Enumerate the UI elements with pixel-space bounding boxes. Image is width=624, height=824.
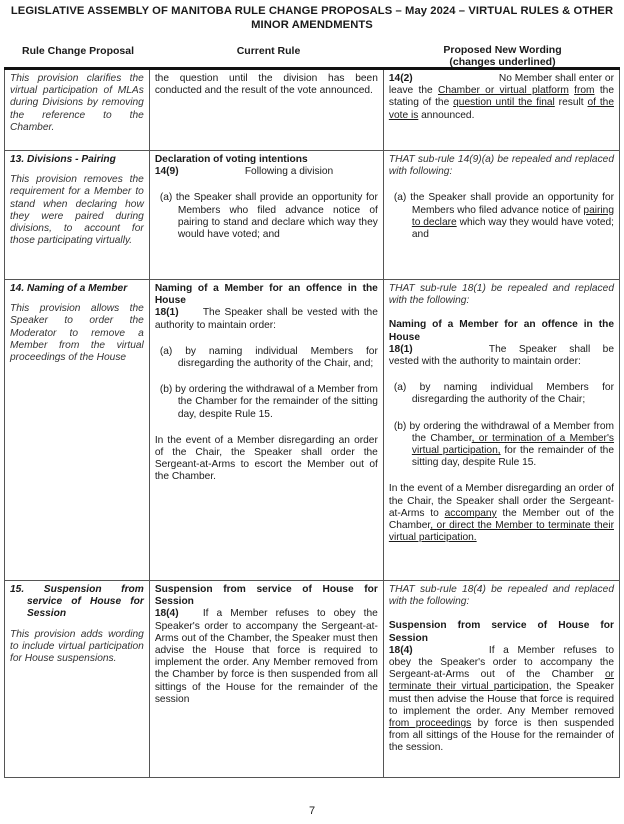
underlined-change: Chamber or virtual platform xyxy=(437,85,569,97)
underlined-change: pairing to declare xyxy=(411,204,614,228)
proposed-wording-cell xyxy=(383,280,619,581)
amendment-intro: THAT sub-rule 14(9)(a) be repealed and replaced with following: xyxy=(388,154,614,178)
proposed-wording-cell xyxy=(383,69,619,151)
text-span: The Speaker shall be vested with the authority to maintain order: xyxy=(154,307,378,331)
proposal-description: This provision removes the requirement for a Member to stand when declaring how they were paired during divisions, to account for those participating virtually. xyxy=(10,174,144,247)
underlined-change: from xyxy=(574,85,595,97)
column-header-proposal: Rule Change Proposal xyxy=(21,45,135,57)
underlined-change: , or termination of a Member's virtual participation, xyxy=(411,432,614,457)
proposal-title: 13. Divisions - Pairing xyxy=(10,154,116,165)
text-span: The Speaker shall be vested with the authority to maintain order: xyxy=(388,343,614,368)
proposal-cell xyxy=(5,151,150,280)
document-title: LEGISLATIVE ASSEMBLY OF MANITOBA RULE CHANGE PROPOSALS – May 2024 – VIRTUAL RULES & OTHER MINOR AMENDMENTS xyxy=(10,5,614,31)
rule-number: 18(1) xyxy=(154,307,179,319)
text-span: In the event of a Member disregarding an order of the Chair, the Speaker shall order the Sergeant-at-Arms to xyxy=(388,483,614,519)
proposal-description: This provision adds wording to include virtual participation for House suspensions. xyxy=(10,628,144,665)
underlined-change: of the vote is xyxy=(388,97,614,121)
current-rule-cell xyxy=(149,151,383,280)
rule-item-b: (b) by ordering the withdrawal of a Member from the Chamber for the remainder of the sitting day, despite Rule 15. xyxy=(159,384,378,420)
rule-heading: Suspension from service of House for Session xyxy=(154,584,378,608)
rule-text xyxy=(155,608,378,706)
rule-number: 14(9) xyxy=(154,166,179,178)
table-row xyxy=(5,69,620,151)
rule-number: 18(4) xyxy=(154,608,179,620)
text-span: , the Speaker must then advise the House that force is required to implement the order. Any Member removed xyxy=(388,681,614,717)
rule-intro xyxy=(155,166,378,178)
current-rule-cell xyxy=(149,581,383,778)
proposal-cell xyxy=(5,581,150,778)
text-span: for the remainder of the sitting day, despite Rule 15. xyxy=(411,445,614,469)
text-span: by force is then suspended from all sittings of the House for the remainder of the session. xyxy=(388,718,615,754)
rule-change-table xyxy=(4,67,620,778)
text-span: which way they would have voted; and xyxy=(411,216,614,241)
column-header-proposed-wording xyxy=(385,44,620,68)
rule-text xyxy=(389,645,614,755)
amendment-intro: THAT sub-rule 18(4) be repealed and replaced with the following: xyxy=(388,584,614,608)
text-span: result xyxy=(554,97,588,109)
rule-number: 18(4) xyxy=(388,644,413,656)
rule-item-a xyxy=(389,192,614,241)
proposal-description: This provision allows the Speaker to order the Moderator to remove a Member from the virtual proceedings of the House xyxy=(10,303,144,364)
proposal-description: This provision clarifies the virtual participation of MLAs during Divisions by removing the reference to the Chamber. xyxy=(10,73,144,133)
proposed-wording-note: (changes underlined) xyxy=(449,56,556,68)
text-span: the stating of the xyxy=(388,85,614,109)
proposed-wording-cell xyxy=(383,581,619,778)
table-row xyxy=(5,280,620,581)
proposed-rule-text xyxy=(389,73,614,122)
proposed-wording-cell xyxy=(383,151,619,280)
proposal-cell xyxy=(5,69,150,151)
rule-item-b xyxy=(389,421,614,470)
underlined-change: accompany xyxy=(444,507,497,519)
underlined-change: , or direct the Member to terminate their virtual participation. xyxy=(388,520,614,544)
underlined-change: from proceedings xyxy=(388,718,472,730)
rule-heading: Declaration of voting intentions xyxy=(154,154,308,165)
proposal-title: 15. Suspension from service of House for Session xyxy=(10,584,144,620)
rule-intro xyxy=(389,344,614,368)
rule-heading: Suspension from service of House for Session xyxy=(388,620,614,644)
text-span: Following a division xyxy=(244,166,334,178)
table-row xyxy=(5,151,620,280)
text-span: If a Member refuses to obey the Speaker's order to accompany the Sergeant-at-Arms out of the Chamber, the Speaker must then advise the House that force is required to implement the order. Any Member removed from the Chamber by force is then suspended from all sittings of the House for the remainder of the session xyxy=(154,608,378,705)
text-span: the Member out of the Chamber xyxy=(388,507,614,532)
text-span: If a Member refuses to obey the Speaker's order to accompany the Sergeant-at-Arms out of the Chamber xyxy=(388,644,614,681)
proposal-cell xyxy=(5,280,150,581)
underlined-change: or terminate their virtual participation xyxy=(388,669,614,693)
rule-heading: Naming of a Member for an offence in the House xyxy=(388,319,614,343)
current-rule-cell xyxy=(149,69,383,151)
current-rule-text: the question until the division has been conducted and the result of the vote announced. xyxy=(154,73,378,97)
page-number: 7 xyxy=(308,805,316,817)
rule-number: 14(2) xyxy=(388,73,413,84)
text-span: announced. xyxy=(418,109,475,121)
rule-item-a: (a) the Speaker shall provide an opportunity for Members who filed advance notice of pairing to stand and declare which way they would have voted; and xyxy=(159,192,378,241)
text-span: No Member shall enter or leave the xyxy=(388,73,614,97)
rule-number: 18(1) xyxy=(388,343,413,355)
column-header-current-rule: Current Rule xyxy=(236,45,301,57)
rule-paragraph: In the event of a Member disregarding an order of the Chair, the Speaker shall order the Sergeant-at-Arms to escort the Member out of the Chamber. xyxy=(154,434,378,483)
underlined-change: question until the final xyxy=(453,97,555,109)
rule-heading: Naming of a Member for an offence in the House xyxy=(154,283,378,307)
current-rule-cell xyxy=(149,280,383,581)
rule-item-a: (a) by naming individual Members for disregarding the authority of the Chair; xyxy=(393,382,614,406)
text-span: (b) by ordering the withdrawal of a Member from the Chamber xyxy=(393,420,614,444)
table-row xyxy=(5,581,620,778)
rule-item-a: (a) by naming individual Members for disregarding the authority of the Chair, and; xyxy=(159,345,378,370)
amendment-intro: THAT sub-rule 18(1) be repealed and replaced with the following: xyxy=(388,283,614,307)
proposed-wording-label: Proposed New Wording xyxy=(443,44,562,56)
rule-intro xyxy=(155,307,378,331)
text-span: (a) the Speaker shall provide an opportunity for Members who filed advance notice of xyxy=(393,192,614,216)
rule-paragraph xyxy=(389,483,614,544)
proposal-title: 14. Naming of a Member xyxy=(10,283,128,294)
